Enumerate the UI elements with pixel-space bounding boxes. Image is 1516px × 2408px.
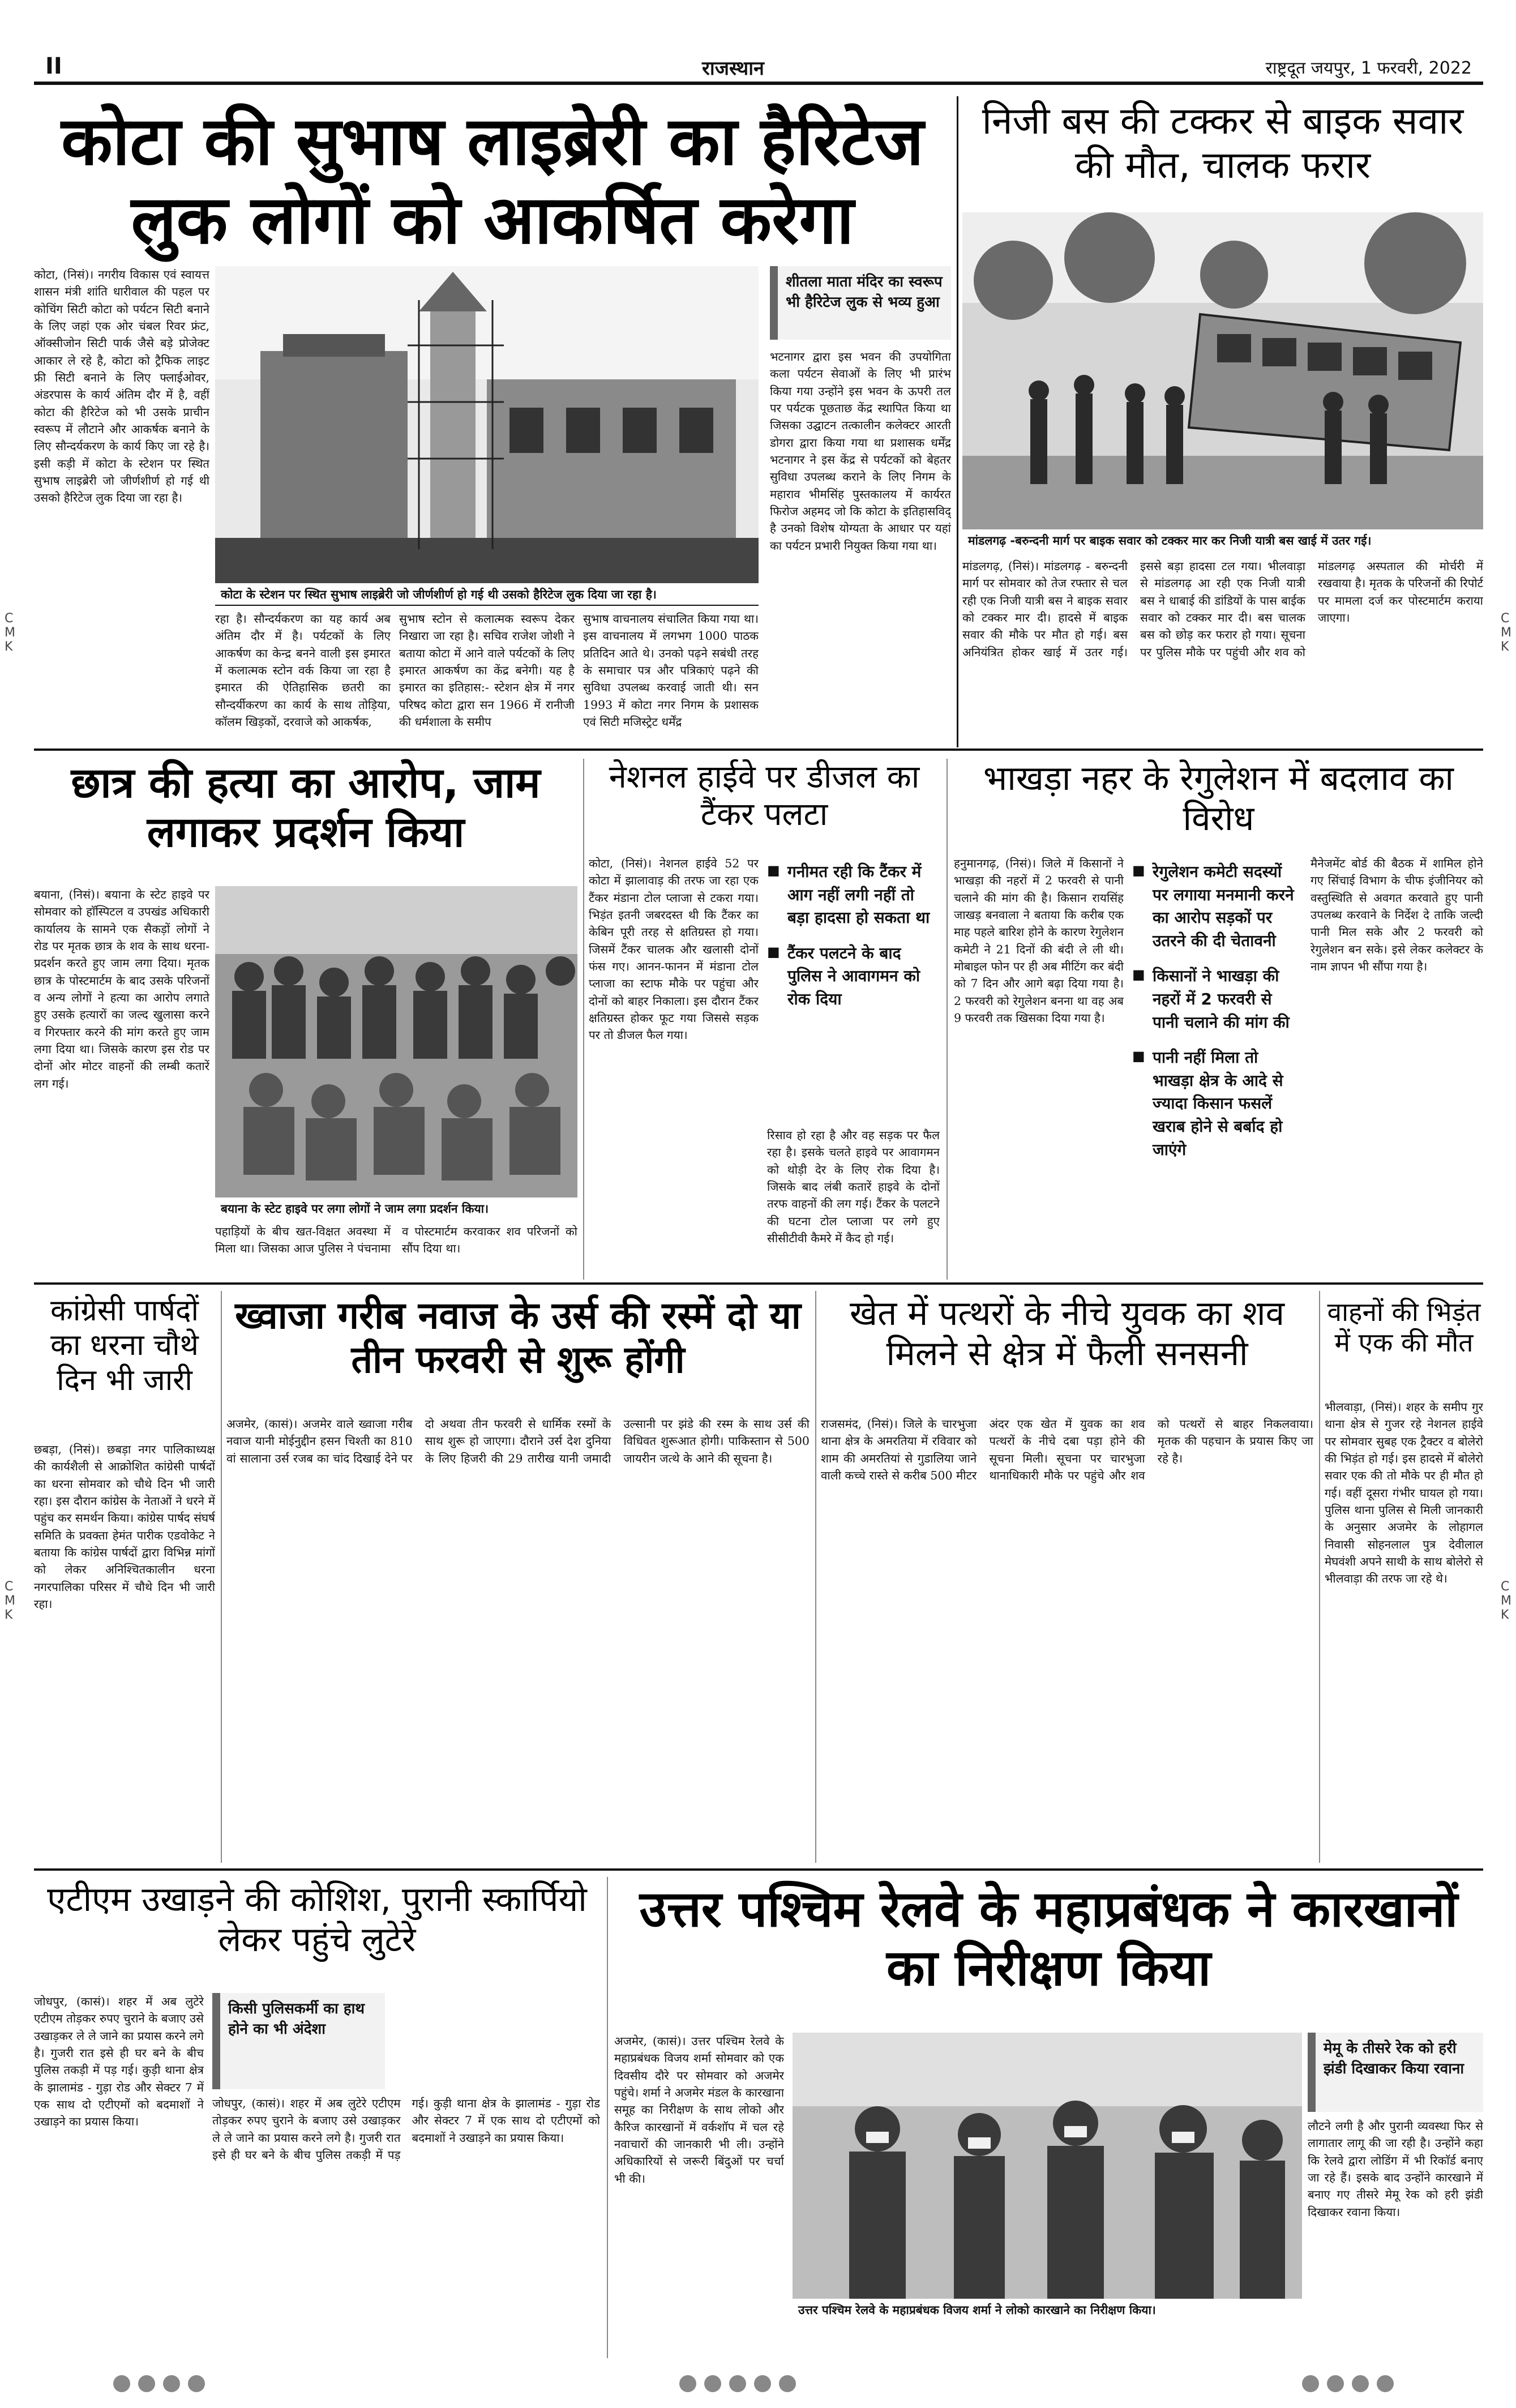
story11-body-right: लौटने लगी है और पुरानी व्यवस्था फिर से लागातार लागू की जा रही है। उन्होंने कहा कि रेलवे द्वारा लोडिंग में भी रिकाॅर्ड बनाए जा रहे हैं। इसके बाद उन्होंने कारखाने में बनाए गए तीसरे मेमू रेक को हरी झंडी दिखाकर रवाना किया। [1308, 2119, 1483, 2219]
story1-body-col1: कोटा, (निसं)। नगरीय विकास एवं स्वायत्त शासन मंत्री शांति धारीवाल की पहल पर कोचिंग सिटी कोटा को पर्यटन सिटी बनाने के लिए जहां एक ओर चंबल रिवर फ्रंट, ऑक्सीजोन सिटी पार्क जैसे बड़े प्रोजेक्ट आकार ले रहे है, कोटा को ट्रैफिक लाइट फ्री सिटी बनाने के लिए फ्लाईओवर, अंडरपास के कार्य अंतिम दौर में है, वहीं कोटा की हैरिटेज को भी उसके प्राचीन स्वरूप में लौटाने और आकर्षक बनाने के लिए सौन्दर्यकरण के कार्य किए जा रहे है। इसी कड़ी में कोटा के स्टेशन पर स्थित सुभाष लाइब्रेरी जो जीर्णशीर्ण हो गई थी उसको हैरिटेज लुक दिया जा रहा है। [34, 268, 209, 505]
story11-body: अजमेर, (कासं)। उत्तर पश्चिम रेलवे के महाप्रबंधक विजय शर्मा सोमवार को एक दिवसीय दौरे पर सोमवार को अजमेर पहुंचे। शर्मा ने अजमेर मंडल के कारखाना समूह का निरीक्षण के साथ लोको और कैरिज कारखानों में वर्कशॉप में चल रहे नवाचारों की जानकारी भी ली। उन्होंने अधिकारियों से जरूरी बिंदुओं पर चर्चा भी की। [614, 2034, 784, 2185]
column-rule [607, 1877, 608, 2358]
story5-highlight-2: ■ किसानों ने भाखड़ा की नहरों में 2 फरवरी से पानी चलाने की मांग की [1132, 965, 1302, 1034]
library-photo [215, 266, 759, 583]
story11-headline: उत्तर पश्चिम रेलवे के महाप्रबंधक ने कारखानों का निरीक्षण किया [639, 1880, 1458, 1997]
story7-body: अजमेर, (कासं)। अजमेर वाले ख्वाजा गरीब नवाज यानी मोईनुद्दीन हसन चिश्ती का 810 वां सालाना उर्स रजब का चांद दिखाई देने पर दो अथवा तीन फरवरी से धार्मिक रस्मों के साथ शुरू हो जाएगा। दौराने उर्स देश दुनिया के लिए हिजरी की 29 तारीख यानी जमादी उल्सानी पर झंडे की रस्म के साथ उर्स की विधिवत शुरूआत होगी। पाकिस्तान से 500 जायरीन जत्थे के आने की सूचना है। [226, 1417, 810, 1465]
story3-photo-caption: बयाना के स्टेट हाइवे पर लगा लोगों ने जाम लगा प्रदर्शन किया। [215, 1197, 577, 1220]
column-rule [947, 759, 948, 1280]
color-registration-dots-right [1302, 2375, 1402, 2394]
story3-body-under: पहाड़ियों के बीच खत-विक्षत अवस्था में मिला था। जिसका आज पुलिस ने पंचनामा व पोस्टमार्टम करवाकर शव परिजनों को सौंप दिया था। [215, 1225, 577, 1256]
story4-highlight-1: ■ गनीमत रही कि टैंकर में आग नहीं लगी नहीं तो बड़ा हादसा हो सकता था [767, 861, 940, 930]
story4-highlight-2: ■ टैंकर पलटने के बाद पुलिस ने आवागमन को रोक दिया [767, 942, 940, 1011]
library-building-image [215, 266, 759, 583]
story1-headline: कोटा की सुभाष लाइब्रेरी का हैरिटेज लुक लोगों को आकर्षित करेगा [61, 102, 924, 259]
story4-headline: नेशनल हाईवे पर डीजल का टैंकर पलटा [609, 759, 920, 833]
railway-inspection-photo [793, 2033, 1302, 2299]
story4-body: कोटा, (निसं)। नेशनल हाईवे 52 पर कोटा में झालावाड़ की तरफ जा रहा एक टैंकर मंडाना टोल प्लाजा से टकरा गया। भिड़ंत इतनी जबरदस्त थी कि टैंकर का केबिन पूरी तरह से क्षतिग्रस्त हो गया। जिसमें टैंकर चालक और खलासी दोनों फंस गए। आनन-फानन में मंडाना टोल प्लाजा का स्टाफ मौके पर पहुंचा और दोनों को बाहर निकाला। इस दौरान टैंकर क्षतिग्रस्त होकर फूट गया जिससे सड़क पर तो डीजल फैल गया। [589, 857, 759, 1042]
story5-highlight-3: ■ पानी नहीं मिला तो भाखड़ा क्षेत्र के आदे से ज्यादा किसान फसलें खराब होने से बर्बाद हो जाएंगे [1132, 1046, 1302, 1161]
story10-body-col1: जोधपुर, (कासं)। शहर में अब लुटेरे एटीएम तोड़कर रुपए चुराने के बजाए उसे उखाड़कर ले ले जाने का प्रयास करने लगे है। गुजरी रात इसे ही घर बने के बीच पुलिस तकड़ी में पड़ गई। कुड़ी थाना क्षेत्र के झालामंड - गुड़ा रोड और सेक्टर 7 में एक साथ दो एटीएमों को बदमाशों ने उखाड़ने का प्रयास किया। [34, 1995, 204, 2129]
paper-date: राष्ट्रदूत जयपुर, 1 फरवरी, 2022 [1265, 58, 1472, 78]
railway-inspection-image [793, 2033, 1302, 2299]
registration-mark-right-2: C M K [1501, 1580, 1511, 1622]
story6-body: छबड़ा, (निसं)। छबड़ा नगर पालिकाध्यक्ष की कार्यशैली से आक्रोशित कांग्रेसी पार्षदों का धरना सोमवार को चौथे दिन भी जारी रहा। इस दौरान कांग्रेस के नेताओं ने धरने में पहुंच कर समर्थन किया। कांग्रेस पार्षद संघर्ष समिति के प्रवक्ता हेमंत पारीक एडवोकेट ने बताया कि कांग्रेस पार्षदों द्वारा विभिन्न मांगों को लेकर अनिश्चितकालीन धरना नगरपालिका परिसर में चौथे दिन भी जारी रहा। [34, 1443, 215, 1611]
story2-body: मांडलगढ़, (निसं)। मांडलगढ़ - बरुन्दनी मार्ग पर सोमवार को तेज रफ्तार से चल रही एक निजी यात्री बस ने बाइक सवार को टक्कर मार दी। हादसे में बाइक सवार की मौके पर मौत हो गई। बस अनियंत्रित होकर खाई में उतर गई। इससे बड़ा हादसा टल गया। भीलवाड़ा से मांडलगढ़ आ रही एक निजी यात्री बस ने धाबाई की डांडियों के पास बाईक सवार को टक्कर मार दी। बस चालक बस को छोड़ कर फरार हो गया। सूचना पर पुलिस मौके पर पहुंची और शव को मांडलगढ़ अस्पताल की मोर्चरी में रखवाया है। मृतक के परिजनों की रिपोर्ट पर मामला दर्ज कर पोस्टमार्टम कराया जाएगा। [962, 559, 1483, 659]
story10-sidehead: किसी पुलिसकर्मी का हाथ होने का भी अंदेशा [212, 1993, 385, 2089]
story8-headline: खेत में पत्थरों के नीचे युवक का शव मिलने से क्षेत्र में फैली सनसनी [850, 1294, 1284, 1374]
story5-body-right: मैनेजमेंट बोर्ड की बैठक में शामिल होने गए सिंचाई विभाग के चीफ इंजीनियर को वस्तुस्थिति से अवगत करवाते हुए पानी उपलब्ध करवाने के निर्देश दे ताकि जल्दी पानी मिल सके और 2 फरवरी को रेगुलेशन बन सके। इसे लेकर कलेक्टर के नाम ज्ञापन भी सौंपा गया है। [1311, 857, 1483, 973]
column-rule [221, 1291, 222, 1863]
page-number: II [45, 53, 62, 79]
section-rule [34, 1868, 1483, 1871]
story3-headline: छात्र की हत्या का आरोप, जाम लगाकर प्रदर्शन किया [71, 759, 541, 857]
story7-headline: ख्वाजा गरीब नवाज के उर्स की रस्में दो या तीन फरवरी से शुरू होंगी [235, 1294, 801, 1382]
bus-accident-image [962, 212, 1483, 529]
folio-bar [34, 51, 1483, 85]
story10-body-col2: जोधपुर, (कासं)। शहर में अब लुटेरे एटीएम तोड़कर रुपए चुराने के बजाए उसे उखाड़कर ले ले जाने का प्रयास करने लगे है। गुजरी रात इसे ही घर बने के बीच पुलिस तकड़ी में पड़ गई। कुड़ी थाना क्षेत्र के झालामंड - गुड़ा रोड और सेक्टर 7 में एक साथ दो एटीएमों को बदमाशों ने उखाड़ने का प्रयास किया। [212, 2097, 600, 2162]
story8-body: राजसमंद, (निसं)। जिले के चारभुजा थाना क्षेत्र के अमरतिया में रविवार को शाम की अमरतियां से गुडालिया जाने वाली कच्चे रास्ते से करीब 500 मीटर अंदर एक खेत में युवक का शव पत्थरों के नीचे दबा पड़ा होने की सूचना मिली। सूचना पर चारभुजा थानाधिकारी मौके पर पहुंचे और शव को पत्थरों से बाहर निकलवाया। मृतक की पहचान के प्रयास किए जा रहे है। [821, 1417, 1313, 1482]
color-registration-dots-left [113, 2375, 213, 2394]
section-rule [34, 749, 1483, 751]
story1-body-right: भटनागर द्वारा इस भवन की उपयोगिता कला पर्यटन सेवाओं के लिए भी प्रारंभ किया गया उन्होंने इस भवन के ऊपरी तल पर पर्यटक पूछताछ केंद्र स्थापित किया था जिसका उद्घाटन तत्कालीन कलेक्टर आरती डोगरा द्वारा किया गया था प्रशासक धर्मेंद्र भटनागर ने इस केंद्र से पर्यटकों को बेहतर सुविधा उपलब्ध कराने के लिए निगम के महाराव भीमसिंह पुस्तकालय में कार्यरत फिरोज अहमद जो कि कोटा के इतिहासविद् है उनको विशेष योग्यता के आधार पर यहां का पर्यटन प्रभारी नियुक्त किया गया था। [770, 350, 951, 553]
story5-headline: भाखड़ा नहर के रेगुलेशन में बदलाव का विरोध [983, 759, 1454, 839]
story1-photo-caption: कोटा के स्टेशन पर स्थित सुभाष लाइब्रेरी जो जीर्णशीर्ण हो गई थी उसको हैरिटेज लुक दिया जा रहा है। [215, 583, 759, 606]
story5-highlight-1: ■ रेगुलेशन कमेटी सदस्यों पर लगाया मनमानी करने का आरोप सड़कों पर उतरने की दी चेतावनी [1132, 861, 1302, 952]
column-rule [815, 1291, 816, 1863]
story9-headline: वाहनों की भिड़ंत में एक की मौत [1327, 1297, 1481, 1358]
story2-photo-caption: मांडलगढ़ -बरुन्दनी मार्ग पर बाइक सवार को टक्कर मार कर निजी यात्री बस खाई में उतर गई। [962, 529, 1483, 552]
color-registration-dots-center [679, 2375, 804, 2394]
registration-mark-left: C M K [5, 611, 15, 654]
registration-mark-left-2: C M K [5, 1580, 15, 1622]
protest-crowd-image [215, 886, 577, 1197]
story10-headline: एटीएम उखाड़ने की कोशिश, पुरानी स्कार्पियो लेकर पहुंचे लुटेरे [47, 1880, 587, 1960]
story1-body-col3: सुभाष स्टोन से कलात्मक स्वरूप देकर निखारा जा रहा है। सचिव राजेश जोशी ने बताया कोटा में आने वाले पर्यटकों के लिए इमारत आकर्षण का केंद्र बनेगी। यह है इमारत का इतिहास:- स्टेशन क्षेत्र में नगर परिषद कोटा द्वारा सन 1966 में रानीजी की धर्मशाला के समीप [399, 612, 575, 729]
story11-photo-caption: उत्तर पश्चिम रेलवे के महाप्रबंधक विजय शर्मा ने लोको कारखाने का निरीक्षण किया। [793, 2299, 1302, 2321]
bus-accident-photo [962, 212, 1483, 529]
story4-highlights [767, 861, 940, 1121]
column-rule [1319, 1291, 1320, 1863]
story6-headline: कांग्रेसी पार्षदों का धरना चौथे दिन भी जारी [50, 1294, 199, 1397]
column-rule [957, 96, 958, 747]
story5-body: हनुमानगढ़, (निसं)। जिले में किसानों ने भाखड़ा की नहरों में 2 फरवरी से पानी चलाने की मांग की है। किसान रायसिंह जाखड़ बनवाला ने बताया कि करीब एक माह पहले बारिश होने के कारण रेगुलेशन कमेटी ने 21 दिनों की बंदी ले ली थी। मोबाइल फोन पर ही अब मीटिंग कर बंदी को 7 दिन और आगे बढ़ा दिया गया है। 2 फरवरी को रेगुलेशन बनना था वह अब 9 फरवरी तक खिसका दिया गया है। [954, 857, 1124, 1025]
story9-body: भीलवाड़ा, (निसं)। शहर के समीप गुर थाना क्षेत्र से गुजर रहे नेशनल हाईवे पर सोमवार सुबह एक ट्रैक्टर व बोलेरो की भिड़ंत हो गई। इस हादसे में बोलेरो सवार एक की तो मौके पर ही मौत हो गई। वहीं दूसरा गंभीर घायल हो गया। पुलिस थाना पुलिस से मिली जानकारी के अनुसार अजमेर के लोहागल निवासी सोहनलाल पुत्र देवीलाल मेघवंशी अपने साथी के साथ बोलेरो से भीलवाड़ा की तरफ जा रहे थे। [1325, 1400, 1483, 1586]
story4-body2: रिसाव हो रहा है और वह सड़क पर फैल रहा है। इसके चलते हाइवे पर आवागमन को थोड़ी देर के लिए रोक दिया है। जिसके बाद लंबी कतारें हाइवे के दोनों तरफ वाहनों की लग गई। टैंकर के पलटने की घटना टोल प्लाजा पर लगे हुए सीसीटीवी कैमरे में कैद हो गई। [767, 1128, 940, 1245]
registration-mark-right: C M K [1501, 611, 1511, 654]
protest-photo [215, 886, 577, 1197]
story1-body-col4: सुभाष वाचनालय संचालित किया गया था। इस वाचनालय में लगभग 1000 पाठक प्रतिदिन आते थे। उनको पढ़ने सबंधी तरह के समाचार पत्र और पत्रिकाएं पढ़ने की सुविधा उपलब्ध करवाई जाती थी। सन 1993 में कोटा नगर निगम के प्रशासक एवं सिटी मजिस्ट्रेट धर्मेंद्र [583, 612, 759, 729]
column-rule [583, 759, 584, 1280]
section-rule [34, 1282, 1483, 1285]
story2-headline: निजी बस की टक्कर से बाइक सवार की मौत, चालक फरार [982, 99, 1464, 187]
story1-body-col2: रहा है। सौन्दर्यकरण का यह कार्य अब अंतिम दौर में है। पर्यटकों के लिए आकर्षण का केन्द्र बनने वाली इस इमारत में कलात्मक स्टोन वर्क किया जा रहा है इमारत की ऐतिहासिक छतरी का सौन्दर्यीकरण का कार्य के साथ तोड़िया, कॉलम खिड़कों, दरवाजे को आकर्षक, [215, 612, 391, 729]
story3-body: बयाना, (निसं)। बयाना के स्टेट हाइवे पर सोमवार को हाॅस्पिटल व उपखंड अधिकारी कार्यालय के सामने एक सैकड़ों लोगों ने रोड पर मृतक छात्र के शव के साथ धरना-प्रदर्शन करते हुए जाम लगा दिया। मृतक छात्र के पोस्टमार्टम के बाद उसके परिजनों व अन्य लोगों ने हत्या का आरोप लगाते हुए उसके हत्यारों का जल्द खुलासा करने व गिरफ्तार करने की मांग करते हुए जाम लगा दिया था। जिसके कारण इस रोड पर दोनों ओर मोटर वाहनों की लम्बी कतारें लग गई। [34, 888, 209, 1090]
story1-sidehead: शीतला माता मंदिर का स्वरूप भी हैरिटेज लुक से भव्य हुआ [770, 266, 951, 340]
section-name: राजस्थान [702, 57, 764, 80]
story11-sidehead: मेमू के तीसरे रेक को हरी झंडी दिखाकर किया रवाना [1308, 2033, 1483, 2112]
story5-highlights [1132, 861, 1302, 1178]
